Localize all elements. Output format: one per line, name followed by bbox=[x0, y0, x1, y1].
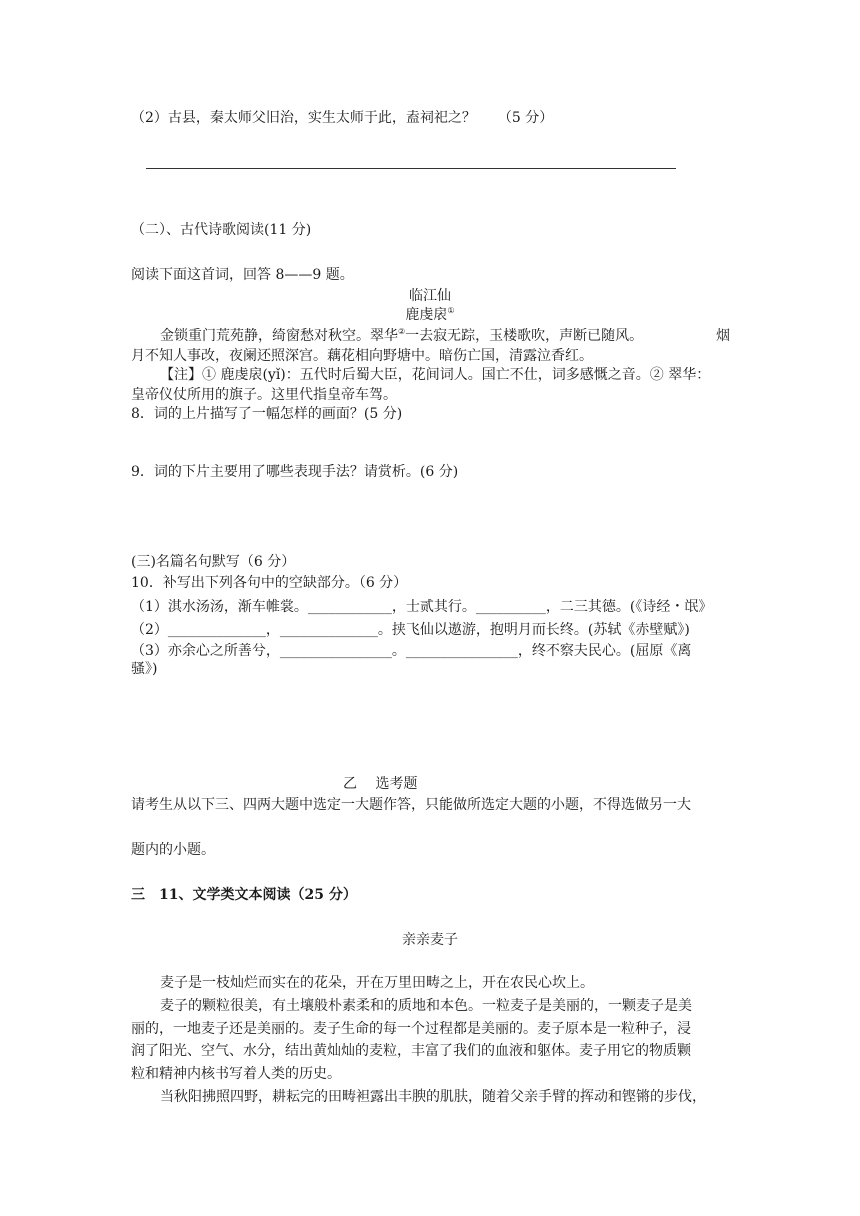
elective-instruction-1: 请考生从以下三、四两大题中选定一大题作答，只能做所选定大题的小题，不得选做另一大 bbox=[131, 797, 691, 813]
essay-paragraph-2-line-4: 粒和精神内核书写着人类的历史。 bbox=[131, 1066, 341, 1082]
recite-line-4: 骚》) bbox=[131, 661, 158, 677]
question-10: 10．补写出下列各句中的空缺部分。（6 分） bbox=[131, 575, 408, 591]
poem-line-2: 月不知人事改，夜阑还照深宫。藕花相向野塘中。暗伤亡国，清露泣香红。 bbox=[131, 348, 593, 364]
essay-paragraph-3-line-1: 当秋阳拂照四野，耕耘完的田畴袒露出丰腴的肌肤，随着父亲手臂的挥动和铿锵的步伐， bbox=[160, 1089, 706, 1105]
essay-paragraph-2-line-2: 丽的，一地麦子还是美丽的。麦子生命的每一个过程都是美丽的。麦子原本是一粒种子，浸 bbox=[131, 1021, 691, 1037]
recite-line-3: （3）亦余心之所善兮，________________。________________，终不察夫民心。(屈原《离 bbox=[131, 643, 692, 659]
poem-instruction: 阅读下面这首词，回答 8——9 题。 bbox=[131, 267, 354, 283]
poem-line-1-end: 烟 bbox=[716, 328, 730, 344]
elective-instruction-2: 题内的小题。 bbox=[131, 842, 215, 858]
section-3-heading: (三)名篇名句默写（6 分） bbox=[131, 554, 296, 570]
essay-paragraph-1: 麦子是一枝灿烂而实在的花朵，开在万里田畴之上，开在农民心坎上。 bbox=[160, 975, 594, 991]
poem-author: 鹿虔扆① bbox=[405, 306, 455, 323]
question-score: （5 分） bbox=[497, 110, 554, 126]
poem-note-line-2: 皇帝仪仗所用的旗子。这里代指皇帝车驾。 bbox=[131, 387, 397, 403]
essay-paragraph-2-line-1: 麦子的颗粒很美，有土壤般朴素柔和的质地和本色。一粒麦子是美丽的，一颗麦子是美 bbox=[160, 998, 692, 1014]
question-8: 8．词的上片描写了一幅怎样的画面？(5 分) bbox=[131, 406, 403, 422]
question-text: （2）古县，秦太师父旧治，实生太师于此，盍祠祀之？ bbox=[131, 110, 476, 126]
question-7-2 bbox=[131, 108, 553, 128]
elective-title: 乙 选考题 bbox=[343, 776, 418, 792]
poem-line-1: 金锁重门荒苑静，绮窗愁对秋空。翠华②一去寂无踪，玉楼歌吹，声断已随风。 bbox=[160, 327, 644, 344]
poem-title: 临江仙 bbox=[409, 288, 451, 304]
section-2-heading: （二）、古代诗歌阅读(11 分) bbox=[131, 222, 312, 238]
question-9: 9．词的下片主要用了哪些表现手法？请赏析。(6 分) bbox=[131, 464, 459, 480]
essay-title: 亲亲麦子 bbox=[402, 932, 458, 948]
recite-line-2: （2）______________，______________。挟飞仙以遨游，抱明月而长终。(苏轼《赤壁赋》) bbox=[131, 622, 690, 638]
answer-line bbox=[146, 168, 676, 169]
essay-paragraph-2-line-3: 润了阳光、空气、水分，结出黄灿灿的麦粒，丰富了我们的血液和躯体。麦子用它的物质颗 bbox=[131, 1043, 691, 1059]
recite-line-1: （1）淇水汤汤，渐车帷裳。____________，士贰其行。__________，二三其德。(《诗经・氓》 bbox=[131, 599, 713, 615]
poem-note-line-1: 【注】① 鹿虔扆(yǐ)：五代时后蜀大臣，花间词人。国亡不仕，词多感慨之音。② 翠华： bbox=[160, 367, 711, 383]
literary-section-heading: 三 11、文学类文本阅读（25 分） bbox=[131, 887, 357, 903]
